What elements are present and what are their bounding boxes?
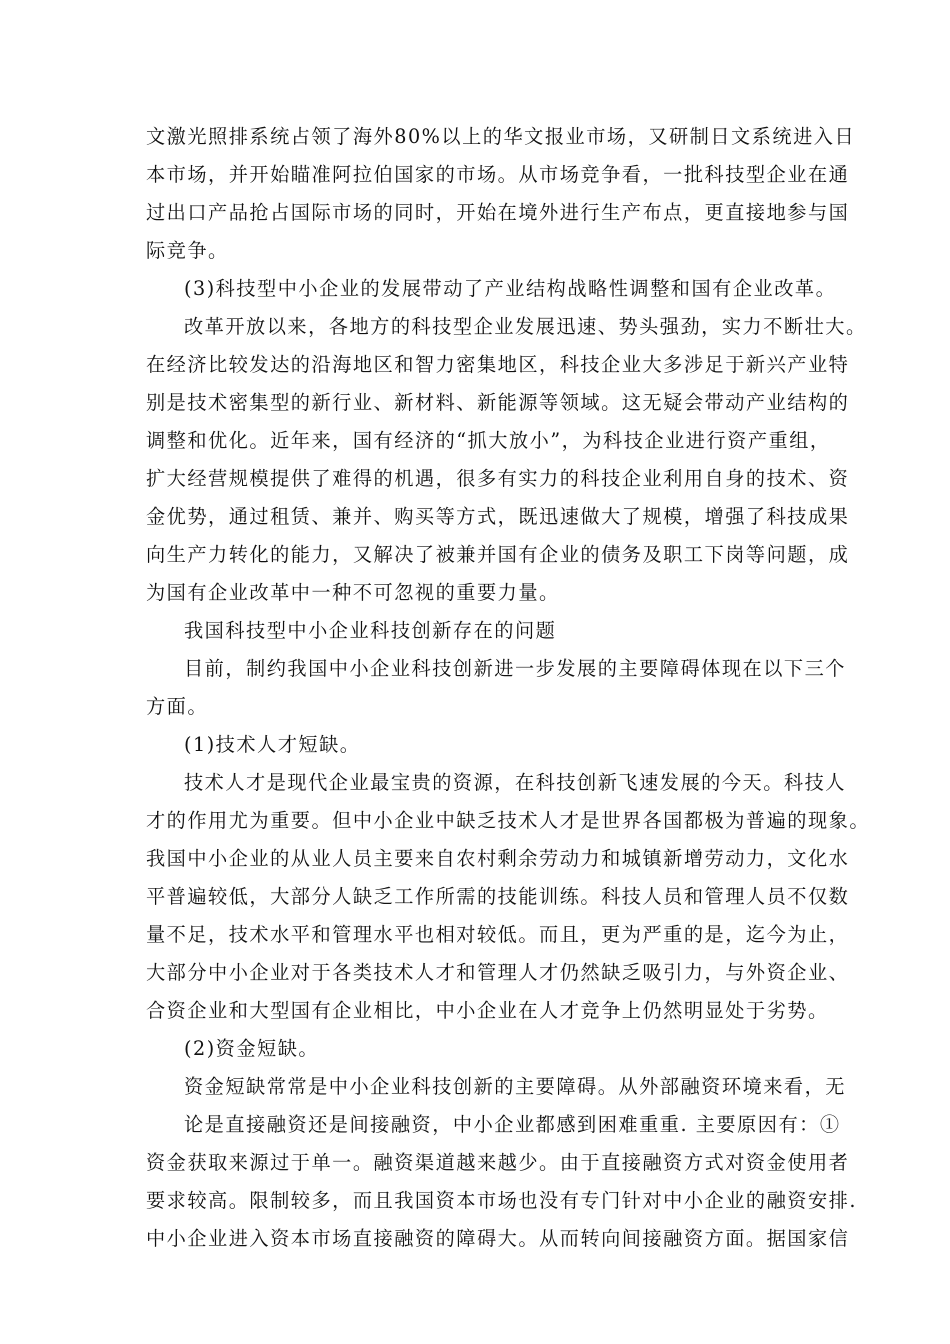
- text-line: 才的作用尤为重要。但中小企业中缺乏技术人才是世界各国都极为普遍的现象。: [146, 809, 871, 832]
- text-line: 中小企业进入资本市场直接融资的障碍大。从而转向间接融资方面。据国家信: [146, 1227, 850, 1250]
- text-line: 扩大经营规模提供了难得的机遇，很多有实力的科技企业利用自身的技术、资: [146, 467, 850, 490]
- text-line: 金优势，通过租赁、兼并、购买等方式，既迅速做大了规模，增强了科技成果: [146, 505, 850, 528]
- text-line: 际竞争。: [146, 239, 229, 262]
- text-line: 别是技术密集型的新行业、新材料、新能源等领域。这无疑会带动产业结构的: [146, 391, 850, 414]
- text-line: 量不足，技术水平和管理水平也相对较低。而且，更为严重的是，迄今为止，: [146, 923, 850, 946]
- text-line: 向生产力转化的能力，又解决了被兼并国有企业的债务及职工下岗等问题，成: [146, 543, 850, 566]
- text-line: 我国中小企业的从业人员主要来自农村剩余劳动力和城镇新增劳动力，文化水: [146, 847, 850, 870]
- text-line: 过出口产品抢占国际市场的同时，开始在境外进行生产布点，更直接地参与国: [146, 201, 850, 224]
- text-line: 为国有企业改革中一种不可忽视的重要力量。: [146, 581, 560, 604]
- text-line: 平普遍较低，大部分人缺乏工作所需的技能训练。科技人员和管理人员不仅数: [146, 885, 850, 908]
- text-line: 大部分中小企业对于各类技术人才和管理人才仍然缺乏吸引力，与外资企业、: [146, 961, 850, 984]
- text-line: 论是直接融资还是间接融资，中小企业都感到困难重重. 主要原因有：①: [184, 1113, 841, 1136]
- text-line: (1)技术人才短缺。: [184, 733, 361, 756]
- text-line: 本市场，并开始瞄准阿拉伯国家的市场。从市场竞争看，一批科技型企业在通: [146, 163, 850, 186]
- text-line: (3)科技型中小企业的发展带动了产业结构战略性调整和国有企业改革。: [184, 277, 837, 300]
- text-line: 在经济比较发达的沿海地区和智力密集地区，科技企业大多涉足于新兴产业特: [146, 353, 850, 376]
- text-line: 改革开放以来，各地方的科技型企业发展迅速、势头强劲，实力不断壮大。: [184, 315, 867, 338]
- text-line: 资金短缺常常是中小企业科技创新的主要障碍。从外部融资环境来看，无: [184, 1075, 846, 1098]
- text-line: 合资企业和大型国有企业相比，中小企业在人才竞争上仍然明显处于劣势。: [146, 999, 829, 1022]
- text-line: 目前，制约我国中小企业科技创新进一步发展的主要障碍体现在以下三个: [184, 657, 846, 680]
- text-line: 文激光照排系统占领了海外80%以上的华文报业市场，又研制日文系统进入日: [146, 125, 856, 148]
- section-heading: 我国科技型中小企业科技创新存在的问题: [184, 619, 557, 642]
- text-line: 技术人才是现代企业最宝贵的资源，在科技创新飞速发展的今天。科技人: [184, 771, 846, 794]
- text-line: 要求较高。限制较多，而且我国资本市场也没有专门针对中小企业的融资安排.: [146, 1189, 857, 1212]
- text-line: 资金获取来源过于单一。融资渠道越来越少。由于直接融资方式对资金使用者: [146, 1151, 850, 1174]
- text-line: (2)资金短缺。: [184, 1037, 320, 1060]
- text-line: 方面。: [146, 695, 209, 718]
- text-line: 调整和优化。近年来，国有经济的“抓大放小”，为科技企业进行资产重组，: [146, 429, 831, 452]
